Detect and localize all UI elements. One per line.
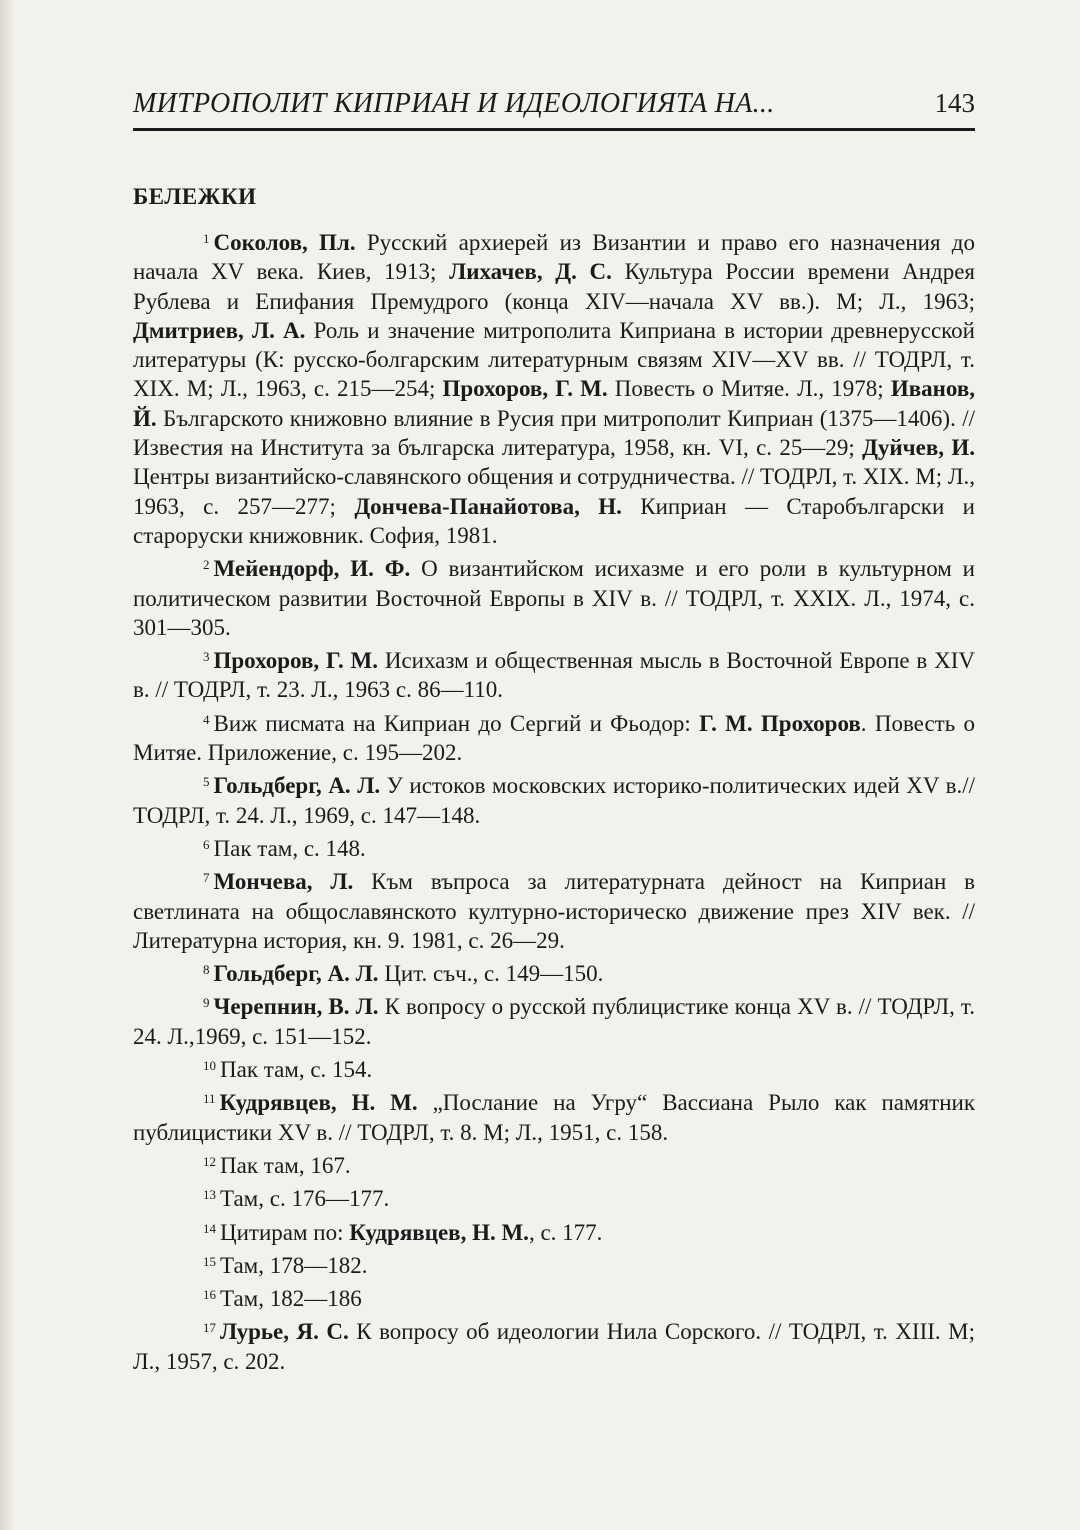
footnote [133, 1051, 975, 1084]
footnote-number: 4 [203, 711, 210, 727]
footnote-text: Исихазм и общественная мысль в Восточной Европе в XIV в. // ТОДРЛ, т. 23. Л., 1963 с. 86—110. [133, 648, 975, 703]
footnote [133, 642, 975, 705]
footnote-author: Дмитриев, Л. А. [133, 317, 306, 343]
footnote-number: 2 [203, 557, 210, 573]
footnote-number: 12 [203, 1153, 216, 1169]
footnote-author: Соколов, Пл. [213, 230, 356, 255]
footnote-text: Пак там, с. 154. [220, 1057, 373, 1083]
footnote-number: 6 [203, 836, 210, 852]
footnote-number: 16 [203, 1287, 216, 1303]
footnote [133, 988, 975, 1051]
footnote [133, 550, 975, 642]
footnote-text: Цит. съч., с. 149—150. [378, 961, 604, 987]
footnote-author: Кудрявцев, Н. М. [219, 1090, 418, 1116]
notes-list [133, 224, 975, 1376]
footnote [133, 1147, 975, 1180]
page-header [133, 88, 975, 120]
footnote [133, 767, 975, 830]
footnote-author: Мончева, Л. [213, 869, 354, 895]
footnote-number: 8 [203, 962, 210, 978]
footnote-author: Иванов, Й. [133, 376, 975, 431]
footnote-text: Там, 178—182. [220, 1252, 368, 1278]
footnote-text: Там, с. 176—177. [220, 1186, 390, 1212]
footnote-number: 17 [203, 1320, 216, 1336]
footnote-text: К вопросу об идеологии Нила Сорского. // ТОДРЛ, т. XIII. М; Л., 1957, с. 202. [133, 1319, 975, 1374]
footnote-author: Г. М. Прохоров [699, 710, 861, 736]
footnote-text: Там, 182—186 [220, 1286, 362, 1312]
running-head: МИТРОПОЛИТ КИПРИАН И ИДЕОЛОГИЯТА НА... [133, 88, 775, 119]
footnote [133, 1313, 975, 1376]
header-rule [133, 128, 975, 131]
footnote-text: Русский архиерей из Византии и право его назначения до начала XV века. Киев, 1913; [133, 230, 975, 285]
footnote [133, 955, 975, 988]
footnote [133, 1214, 975, 1247]
footnote-text: , с. 177. [528, 1219, 603, 1245]
footnote-text: Роль и значение митрополита Киприана в истории древнерусской литературы (К: русско-болгарским литературным связям XIV—XV вв. // ТОДРЛ, т. XIX. М; Л., 1963, с. 215—254; [133, 317, 975, 402]
footnote-number: 5 [203, 774, 210, 790]
footnote [133, 224, 975, 550]
footnote [133, 830, 975, 863]
page-number: 143 [934, 88, 975, 118]
section-title: БЕЛЕЖКИ [133, 184, 257, 209]
footnote-text: Цитирам по: [220, 1219, 350, 1245]
footnote-number: 10 [203, 1058, 216, 1074]
gutter-shadow [0, 0, 14, 1530]
footnote-text: „Послание на Угру“ Вассиана Рыло как памятник публицистики XV в. // ТОДРЛ, т. 8. М; Л., 1951, с. 158. [133, 1090, 975, 1145]
footnote-text: Пак там, 167. [220, 1152, 351, 1178]
footnote-text: Към въпроса за литературната дейност на Киприан в светлината на общославянското културно-историческо движение през XIV век. // Литературна история, кн. 9. 1981, с. 26—29. [133, 869, 975, 953]
footnote-number: 11 [203, 1091, 216, 1107]
footnote-text: Киприан — Старобългарски и староруски книжовник. София, 1981. [133, 493, 975, 548]
footnote-text: . Повесть о Митяе. Приложение, с. 195—202. [133, 710, 976, 766]
footnote [133, 1084, 975, 1147]
footnote [133, 1247, 975, 1280]
footnote-text: Виж писмата на Киприан до Сергий и Фьодор: [213, 710, 700, 736]
footnote-text: Българското книжовно влияние в Русия при митрополит Киприан (1375—1406). // Известия на Института за българска литература, 1958, кн. VI, с. 25—29; [133, 405, 975, 461]
footnote-author: Дончева-Панайотова, Н. [354, 493, 622, 519]
footnote-number: 3 [203, 649, 210, 665]
footnote-number: 13 [203, 1187, 216, 1203]
footnote [133, 1280, 975, 1313]
footnote-author: Лурье, Я. С. [220, 1319, 349, 1345]
footnote-text: Культура России времени Андрея Рублева и Епифания Премудрого (конца XIV—начала XV вв.). М; Л., 1963; [133, 259, 975, 314]
footnote [133, 1180, 975, 1213]
footnote [133, 705, 975, 768]
footnote-text: Пак там, с. 148. [213, 835, 366, 861]
footnote-text: Центры византийско-славянского общения и сотрудничества. // ТОДРЛ, т. XIX. М; Л., 1963, с. 257—277; [133, 464, 975, 519]
footnote-number: 9 [203, 995, 210, 1011]
footnote-author: Прохоров, Г. М. [442, 376, 608, 402]
footnote-number: 14 [203, 1220, 216, 1236]
footnote-text: К вопросу о русской публицистике конца XV в. // ТОДРЛ, т. 24. Л.,1969, с. 151—152. [133, 994, 975, 1049]
footnote [133, 863, 975, 955]
footnote-number: 7 [203, 870, 210, 886]
footnote-author: Лихачев, Д. С. [449, 259, 612, 285]
footnote-author: Дуйчев, И. [862, 435, 975, 461]
footnote-author: Черепнин, В. Л. [213, 994, 379, 1020]
footnote-author: Гольдберг, А. Л. [213, 773, 381, 799]
footnote-text: У истоков московских историко-политических идей XV в.// ТОДРЛ, т. 24. Л., 1969, с. 147—148. [133, 773, 976, 828]
footnote-number: 15 [203, 1253, 216, 1269]
footnote-number: 1 [203, 231, 210, 246]
footnote-text: Повесть о Митяе. Л., 1978; [607, 376, 891, 402]
footnote-author: Гольдберг, А. Л. [213, 961, 379, 987]
footnote-text: О византийском исихазме и его роли в культурном и политическом развитии Восточной Европы в XIV в. // ТОДРЛ, т. XXIX. Л., 1974, с. 301—305. [133, 556, 975, 640]
footnote-author: Кудрявцев, Н. М. [349, 1219, 529, 1245]
footnote-author: Мейендорф, И. Ф. [213, 556, 411, 582]
footnote-author: Прохоров, Г. М. [213, 648, 379, 674]
